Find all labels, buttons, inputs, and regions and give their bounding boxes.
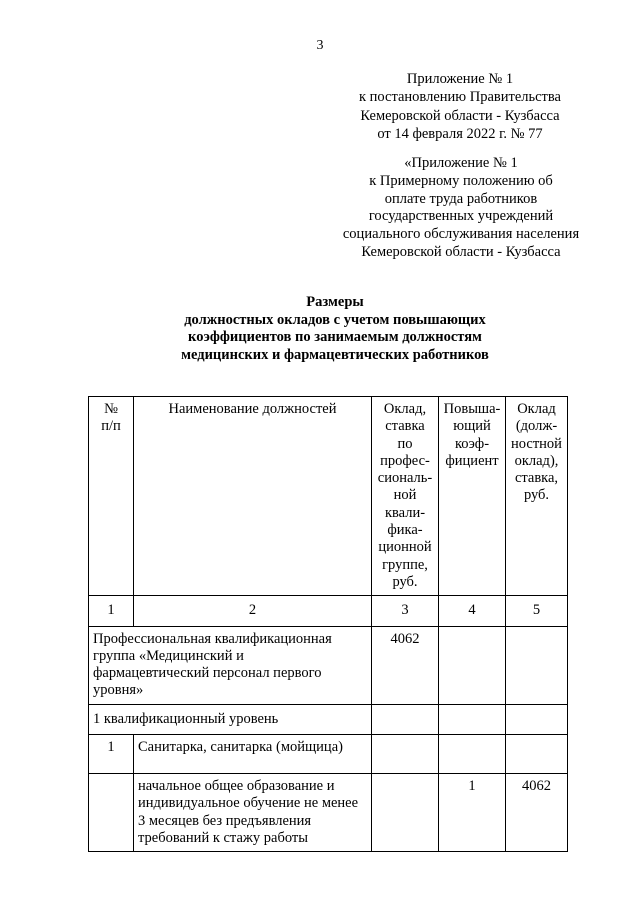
header-line: руб. [523, 487, 550, 504]
group-line: Профессиональная квалификационная [93, 630, 332, 647]
group-line: фармацевтический персонал первого [93, 665, 322, 682]
header-line: ной [393, 487, 417, 504]
header-line: (долж- [515, 418, 558, 435]
salary-table [88, 396, 568, 852]
appendix-header-line: к постановлению Правительства [359, 89, 561, 106]
appendix-header-line: Приложение № 1 [406, 71, 514, 87]
empty-cell [506, 626, 568, 704]
header-line: ставка по [385, 418, 425, 452]
header-line: квали- [384, 504, 426, 521]
requirement-coefficient-cell: 1 [439, 774, 506, 852]
title-line: Размеры [306, 294, 364, 310]
header-line: Повыша- [443, 401, 501, 417]
header-line: № [104, 401, 118, 417]
appendix-inner-line: «Приложение № 1 [404, 155, 518, 171]
table-row-group [89, 626, 568, 704]
title-line: должностных окладов с учетом повышающих [184, 311, 486, 328]
appendix-header [340, 70, 580, 143]
header-line: Наименование должностей [168, 401, 337, 417]
table-row-requirement [89, 774, 568, 852]
column-number: 2 [134, 596, 372, 626]
header-line: руб. [392, 573, 418, 590]
page-number: 3 [316, 38, 324, 53]
empty-cell [439, 704, 506, 734]
header-line: группе, [382, 556, 428, 573]
column-number: 5 [506, 596, 568, 626]
group-name-cell [89, 626, 372, 704]
position-name-cell: Санитарка, санитарка (мойщица) [134, 735, 372, 774]
table-row-position [89, 735, 568, 774]
table-header-row [89, 397, 568, 596]
empty-cell [506, 735, 568, 774]
requirement-final-salary-cell: 4062 [506, 774, 568, 852]
appendix-inner-line: Кемеровской области - Кузбасса [361, 243, 561, 260]
title-line: медицинских и фармацевтических работников [181, 346, 489, 363]
header-line: Оклад [517, 401, 556, 417]
empty-cell [372, 704, 439, 734]
header-line: фициент [445, 452, 499, 469]
header-line: ставка, [514, 470, 559, 487]
header-line: Оклад, [383, 401, 427, 417]
header-position-name [134, 397, 372, 596]
group-line: группа «Медицинский и [93, 647, 244, 664]
empty-cell [439, 626, 506, 704]
header-coefficient [439, 397, 506, 596]
appendix-header-line: Кемеровской области - Кузбасса [360, 107, 560, 124]
requirement-line: требований к стажу работы [138, 829, 308, 846]
column-number: 4 [439, 596, 506, 626]
table-row-level [89, 704, 568, 734]
empty-cell [372, 774, 439, 852]
title-line: коэффициентов по занимаемым должностям [188, 329, 482, 346]
header-line: п/п [101, 418, 121, 435]
empty-cell [372, 735, 439, 774]
requirement-text-cell [134, 774, 372, 852]
header-final-salary [506, 397, 568, 596]
group-salary-cell: 4062 [372, 626, 439, 704]
qualification-level-cell: 1 квалификационный уровень [89, 704, 372, 734]
empty-cell [506, 704, 568, 734]
header-line: ющий [453, 418, 491, 435]
appendix-inner-line: социального обслуживания населения [342, 226, 580, 243]
header-line: оклад), [514, 452, 559, 469]
header-line: сиональ- [377, 470, 433, 487]
column-number: 1 [89, 596, 134, 626]
header-line: коэф- [454, 435, 490, 452]
header-line: ционной [378, 539, 432, 556]
header-salary [372, 397, 439, 596]
requirement-line: начальное общее образование и [138, 778, 335, 795]
header-number [89, 397, 134, 596]
requirement-line: индивидуальное обучение не менее [138, 795, 359, 812]
position-number-cell: 1 [89, 735, 134, 774]
header-line: профес- [380, 452, 430, 469]
empty-cell [89, 774, 134, 852]
appendix-inner-line: оплате труда работников [384, 190, 538, 207]
appendix-inner-line: государственных учреждений [368, 208, 554, 225]
header-line: ностной [511, 435, 562, 452]
header-line: фика- [387, 522, 423, 539]
column-number-row [89, 596, 568, 626]
appendix-header-line: от 14 февраля 2022 г. № 77 [377, 125, 543, 142]
appendix-inner [320, 155, 602, 262]
appendix-inner-line: к Примерному положению об [369, 172, 553, 189]
document-title [0, 294, 640, 364]
requirement-line: 3 месяцев без предъявления [138, 812, 312, 829]
group-line: уровня» [93, 682, 144, 699]
column-number: 3 [372, 596, 439, 626]
empty-cell [439, 735, 506, 774]
